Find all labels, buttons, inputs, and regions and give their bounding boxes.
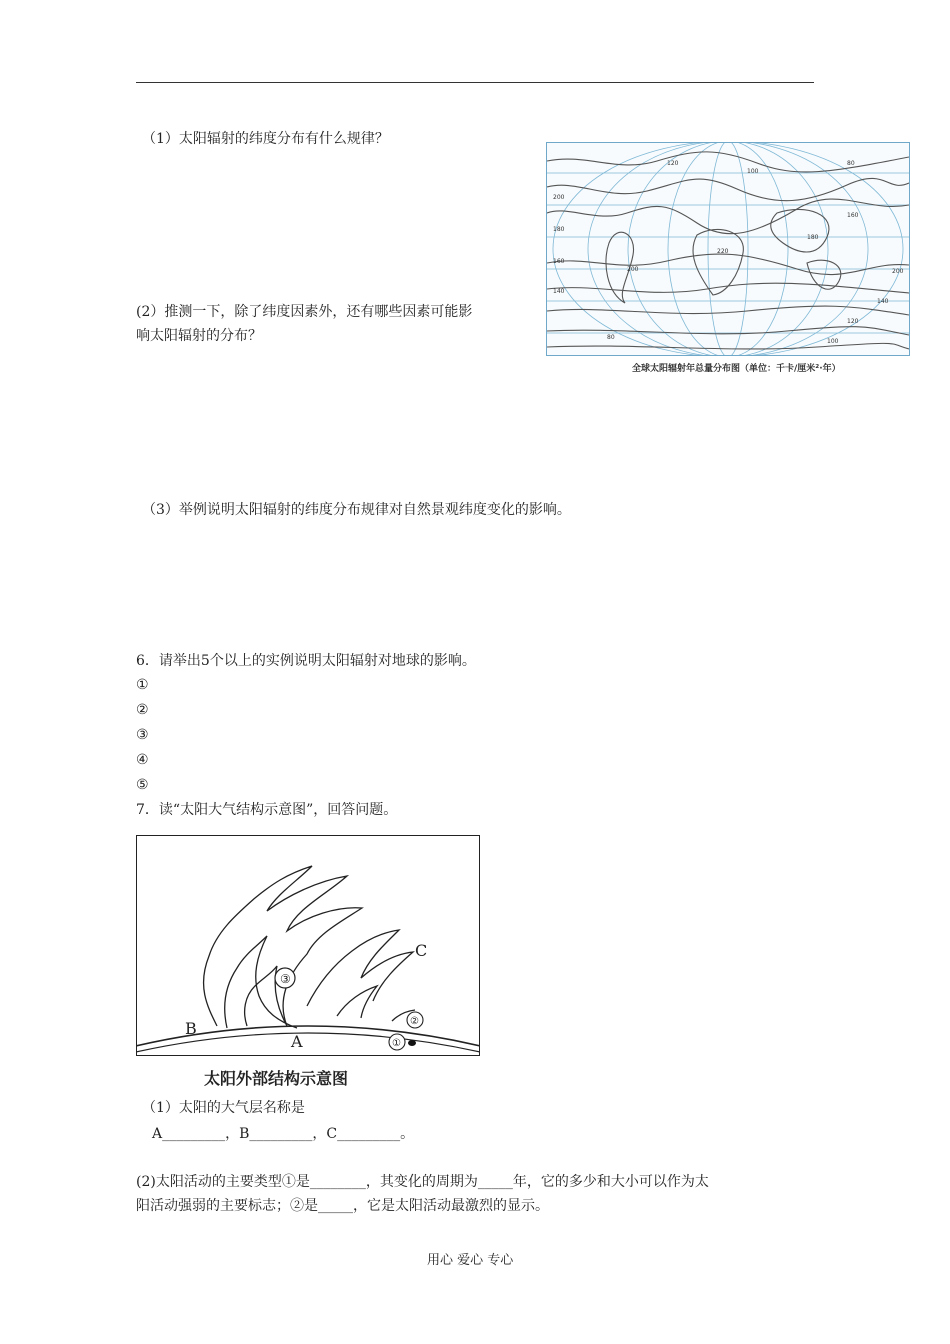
contour-label: 160 [553,258,565,265]
question-5-2-line1: (2）推测一下，除了纬度因素外，还有哪些因素可能影 [136,304,473,320]
header-rule [136,82,814,83]
sunspot-mark [408,1040,416,1046]
solar-radiation-map [546,142,910,356]
question-5-1: （1）太阳辐射的纬度分布有什么规律？ [142,131,389,147]
sun-structure-graphic [137,836,479,1055]
question-7-1-blanks: A_________，B_________，C_________。 [152,1126,415,1142]
answer-item: ② [136,702,149,718]
solar-radiation-map-graphic [547,143,909,355]
contour-label: 180 [553,226,565,233]
question-6-title: 6．请举出5个以上的实例说明太阳辐射对地球的影响。 [136,653,476,669]
contour-label: 120 [847,318,859,325]
contour-label: 220 [717,248,729,255]
question-5-3: （3）举例说明太阳辐射的纬度分布规律对自然景观纬度变化的影响。 [142,502,571,518]
contour-label: 200 [627,266,639,273]
contour-label: 160 [847,212,859,219]
layer-c-label: C [415,941,428,960]
contour-label: 140 [877,298,889,305]
contour-label: 80 [607,334,615,341]
sun-structure-figure [136,835,480,1056]
map-caption: 全球太阳辐射年总量分布图（单位：千卡/厘米²·年） [632,364,841,374]
contour-label: 200 [892,268,904,275]
layer-b-label: B [185,1019,197,1038]
contour-label: 180 [807,234,819,241]
layer-a-label: A [291,1032,303,1051]
answer-item: ① [136,677,149,693]
question-7-2-line1: (2)太阳活动的主要类型①是________，其变化的周期为_____年，它的多少和大小可以作为太 [136,1174,709,1190]
question-7-title: 7．读“太阳大气结构示意图”，回答问题。 [136,802,398,818]
answer-item: ④ [136,752,149,768]
page-footer: 用心 爱心 专心 [427,1253,514,1268]
contour-label: 140 [553,288,565,295]
contour-label: 120 [667,160,679,167]
contour-label: 100 [827,338,839,345]
answer-item: ③ [136,727,149,743]
contour-label: 200 [553,194,565,201]
contour-label: 100 [747,168,759,175]
question-5-2-line2: 响太阳辐射的分布？ [136,328,262,344]
question-7-1: （1）太阳的大气层名称是 [142,1100,305,1116]
sun-figure-caption: 太阳外部结构示意图 [204,1069,349,1088]
marker-3-label: ③ [280,972,291,986]
marker-1-label: ① [392,1038,401,1049]
marker-2-label: ② [410,1016,419,1027]
question-7-2-line2: 阳活动强弱的主要标志；②是_____，它是太阳活动最激烈的显示。 [136,1198,549,1214]
corona-prominence [204,866,415,1028]
contour-label: 80 [847,160,855,167]
answer-item: ⑤ [136,777,149,793]
